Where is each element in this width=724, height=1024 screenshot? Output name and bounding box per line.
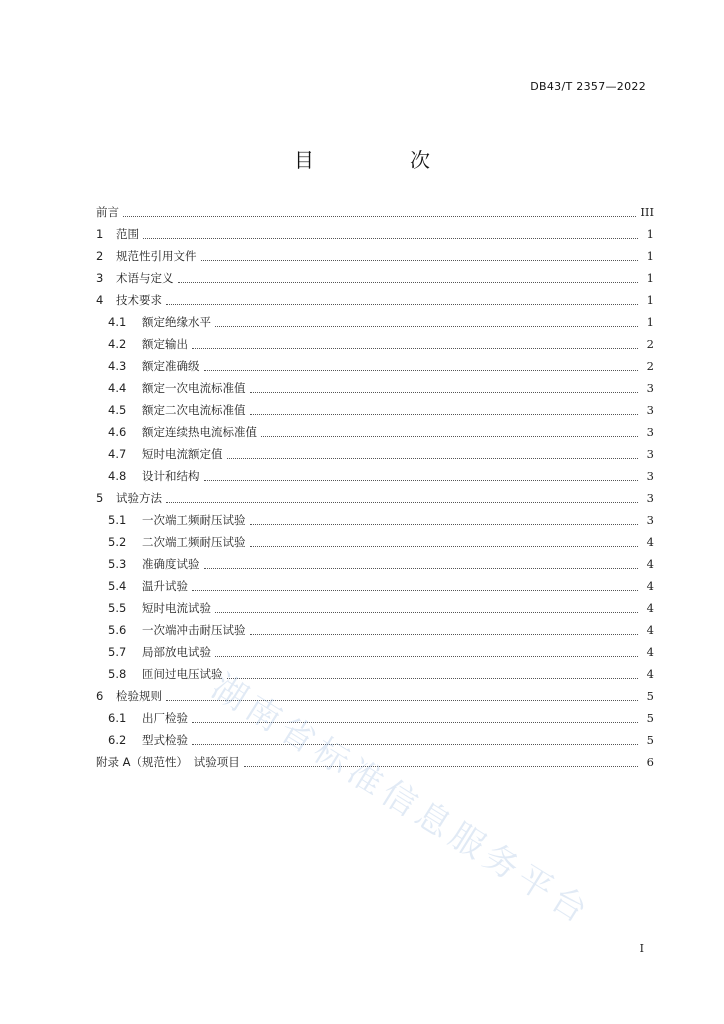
toc-entry-label: 匝间过电压试验 — [142, 667, 223, 681]
toc-entry-label: 额定输出 — [142, 337, 188, 351]
toc-entry-number: 5.8 — [108, 667, 127, 681]
toc-entry-label: 范围 — [116, 227, 139, 241]
toc-entry-number: 5.7 — [108, 645, 127, 659]
toc-entry-label: 准确度试验 — [142, 557, 200, 571]
toc-entry-page: 2 — [646, 359, 654, 373]
toc-entry[interactable] — [96, 666, 654, 688]
toc-entry-label: 局部放电试验 — [142, 645, 211, 659]
toc-entry[interactable] — [96, 468, 654, 490]
page-title: 目 次 — [294, 148, 468, 172]
toc-entry[interactable] — [96, 600, 654, 622]
toc-entry[interactable] — [96, 270, 654, 292]
toc-leader-dots — [192, 743, 638, 745]
page-number: I — [639, 942, 644, 955]
toc-entry[interactable] — [96, 578, 654, 600]
toc-entry[interactable] — [96, 644, 654, 666]
toc-entry[interactable] — [96, 622, 654, 644]
toc-entry[interactable] — [96, 490, 654, 512]
toc-entry[interactable] — [96, 534, 654, 556]
toc-entry-page: 1 — [646, 227, 654, 241]
toc-entry-label: 型式检验 — [142, 733, 188, 747]
toc-entry-number: 5 — [96, 491, 104, 505]
toc-entry-label: 二次端工频耐压试验 — [142, 535, 246, 549]
toc-entry-number: 6.1 — [108, 711, 127, 725]
toc-entry[interactable] — [96, 688, 654, 710]
toc-leader-dots — [204, 567, 639, 569]
toc-entry-number: 4.5 — [108, 403, 127, 417]
toc-entry[interactable] — [96, 380, 654, 402]
toc-entry[interactable] — [96, 248, 654, 270]
toc-leader-dots — [192, 589, 638, 591]
toc-entry-number: 4 — [96, 293, 104, 307]
toc-entry-page: 4 — [646, 579, 654, 593]
toc-entry[interactable] — [96, 336, 654, 358]
toc-entry-page: 4 — [646, 601, 654, 615]
toc-entry[interactable] — [96, 446, 654, 468]
toc-entry-page: 1 — [646, 249, 654, 263]
toc-entry-number: 6.2 — [108, 733, 127, 747]
toc-entry-page: 3 — [646, 491, 654, 505]
toc-entry-number: 4.4 — [108, 381, 127, 395]
toc-entry-number: 5.1 — [108, 513, 127, 527]
toc-entry[interactable] — [96, 424, 654, 446]
toc-entry-page: 1 — [646, 293, 654, 307]
toc-entry-label: 前言 — [96, 205, 119, 219]
toc-entry-number: 5.2 — [108, 535, 127, 549]
document-code: DB43/T 2357—2022 — [530, 80, 646, 93]
toc-entry-label: 额定一次电流标准值 — [142, 381, 246, 395]
toc-entry-label: 额定绝缘水平 — [142, 315, 211, 329]
toc-entry-page: 4 — [646, 667, 654, 681]
toc-leader-dots — [250, 545, 639, 547]
toc-leader-dots — [215, 611, 638, 613]
toc-entry-page: 4 — [646, 535, 654, 549]
toc-entry-page: 3 — [646, 381, 654, 395]
toc-entry[interactable] — [96, 292, 654, 314]
toc-entry-page: 1 — [646, 271, 654, 285]
toc-entry-page: 2 — [646, 337, 654, 351]
toc-leader-dots — [178, 281, 639, 283]
toc-leader-dots — [227, 457, 639, 459]
toc-entry-number: 5.3 — [108, 557, 127, 571]
toc-entry-label: 额定连续热电流标准值 — [142, 425, 257, 439]
toc-entry-label: 短时电流额定值 — [142, 447, 223, 461]
toc-entry[interactable] — [96, 314, 654, 336]
toc-entry[interactable] — [96, 402, 654, 424]
toc-leader-dots — [123, 215, 636, 217]
toc-entry-label: 一次端冲击耐压试验 — [142, 623, 246, 637]
toc-leader-dots — [204, 479, 639, 481]
toc-entry-label: 一次端工频耐压试验 — [142, 513, 246, 527]
toc-entry-number: 4.3 — [108, 359, 127, 373]
toc-leader-dots — [204, 369, 639, 371]
toc-entry-page: 3 — [646, 447, 654, 461]
toc-leader-dots — [250, 391, 639, 393]
toc-entry[interactable] — [96, 512, 654, 534]
toc-entry-number: 5.6 — [108, 623, 127, 637]
toc-leader-dots — [250, 413, 639, 415]
toc-entry-number: 4.1 — [108, 315, 127, 329]
toc-leader-dots — [143, 237, 638, 239]
toc-leader-dots — [244, 765, 638, 767]
toc-entry-number: 4.6 — [108, 425, 127, 439]
toc-entry-page: 5 — [646, 689, 654, 703]
toc-entry-number: 3 — [96, 271, 104, 285]
toc-entry[interactable] — [96, 358, 654, 380]
toc-entry-page: 6 — [646, 755, 654, 769]
toc-entry-page: 5 — [646, 733, 654, 747]
toc-leader-dots — [166, 501, 638, 503]
toc-entry-label: 规范性引用文件 — [116, 249, 197, 263]
toc-leader-dots — [261, 435, 638, 437]
toc-entry-label: 设计和结构 — [142, 469, 200, 483]
toc-entry-label: 术语与定义 — [116, 271, 174, 285]
toc-entry-number: 4.7 — [108, 447, 127, 461]
toc-entry-label: 额定准确级 — [142, 359, 200, 373]
toc-entry-number: 1 — [96, 227, 104, 241]
toc-entry-label: 试验方法 — [116, 491, 162, 505]
toc-entry-page: 1 — [646, 315, 654, 329]
toc-entry-label: 技术要求 — [116, 293, 162, 307]
toc-entry-page: 3 — [646, 403, 654, 417]
toc-leader-dots — [227, 677, 639, 679]
toc-leader-dots — [215, 655, 638, 657]
toc-entry[interactable] — [96, 226, 654, 248]
table-of-contents — [96, 204, 654, 776]
toc-leader-dots — [201, 259, 639, 261]
toc-entry-page: 3 — [646, 469, 654, 483]
toc-entry-number: 2 — [96, 249, 104, 263]
toc-entry-label: 短时电流试验 — [142, 601, 211, 615]
toc-leader-dots — [166, 303, 638, 305]
toc-entry-number: 5.5 — [108, 601, 127, 615]
toc-entry-page: 3 — [646, 513, 654, 527]
toc-entry-page: 4 — [646, 645, 654, 659]
toc-entry-page: 4 — [646, 623, 654, 637]
toc-entry-page: III — [640, 205, 654, 219]
toc-entry-number: 4.2 — [108, 337, 127, 351]
toc-entry-page: 5 — [646, 711, 654, 725]
toc-entry-label: 出厂检验 — [142, 711, 188, 725]
toc-leader-dots — [192, 347, 638, 349]
toc-entry-page: 3 — [646, 425, 654, 439]
toc-entry-page: 4 — [646, 557, 654, 571]
watermark: 湖南省标准信息服务平台 — [204, 666, 599, 934]
toc-leader-dots — [215, 325, 638, 327]
toc-entry[interactable] — [96, 710, 654, 732]
toc-entry-label: 附录 A（规范性） 试验项目 — [96, 755, 240, 769]
toc-entry[interactable] — [96, 556, 654, 578]
toc-entry-label: 温升试验 — [142, 579, 188, 593]
toc-entry-label: 检验规则 — [116, 689, 162, 703]
toc-leader-dots — [250, 523, 639, 525]
toc-entry-number: 6 — [96, 689, 104, 703]
toc-leader-dots — [250, 633, 639, 635]
toc-entry-number: 4.8 — [108, 469, 127, 483]
toc-entry-label: 额定二次电流标准值 — [142, 403, 246, 417]
toc-entry[interactable] — [96, 204, 654, 226]
toc-entry-number: 5.4 — [108, 579, 127, 593]
